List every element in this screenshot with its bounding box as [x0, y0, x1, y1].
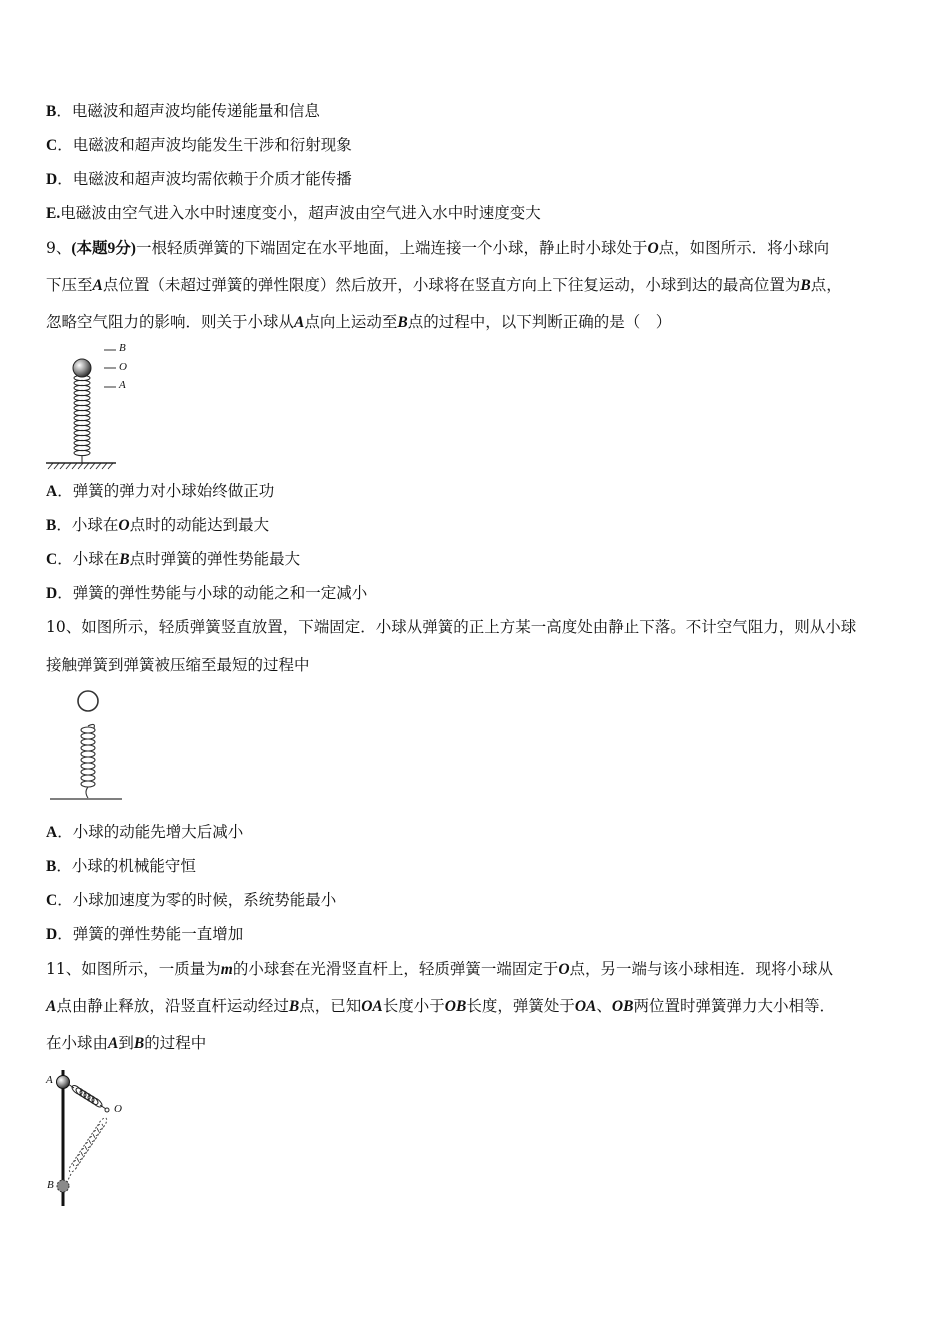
label-a: A	[119, 379, 126, 391]
option-letter: E	[46, 205, 57, 222]
q10-option-d: D．弹簧的弹性势能一直增加	[46, 925, 244, 943]
q8-option-d: D．电磁波和超声波均需依赖于介质才能传播	[46, 170, 352, 188]
q11-rod-figure	[44, 1066, 134, 1210]
option-text: 弹簧的弹性势能一直增加	[72, 925, 244, 943]
score-note: (本题9分)	[71, 240, 136, 257]
q11-stem-line-3: 在小球由A到B的过程中	[46, 1034, 207, 1052]
option-text: 电磁波和超声波均能发生干涉和衍射现象	[72, 136, 352, 154]
fixed-point-o	[105, 1108, 109, 1112]
label-b: B	[47, 1179, 54, 1191]
q10-spring-figure	[48, 686, 128, 804]
q9-stem-line-1: 9、(本题9分)一根轻质弹簧的下端固定在水平地面，上端连接一个小球，静止时小球处于O点，如图所示．将小球向	[46, 239, 830, 257]
q9-option-b: B．小球在O点时的动能达到最大	[46, 516, 270, 534]
spring-coils	[74, 375, 90, 463]
question-number: 10、	[46, 618, 82, 636]
option-text: 弹簧的弹力对小球始终做正功	[72, 482, 275, 500]
q8-option-b: B．电磁波和超声波均能传递能量和信息	[46, 102, 320, 120]
option-letter: B	[46, 103, 57, 120]
option-text: 电磁波和超声波均能传递能量和信息	[71, 102, 320, 120]
question-number: 11、	[46, 960, 82, 978]
q10-option-c: C．小球加速度为零的时候，系统势能最小	[46, 891, 337, 909]
ball-at-b	[57, 1180, 69, 1192]
option-text: 小球加速度为零的时候，系统势能最小	[72, 891, 337, 909]
option-text: 小球的动能先增大后减小	[72, 823, 244, 841]
ball	[78, 691, 98, 711]
ground-hatch	[48, 463, 113, 469]
option-letter: D	[46, 585, 58, 602]
option-text: 弹簧的弹性势能与小球的动能之和一定减小	[72, 584, 368, 602]
q9-option-c: C．小球在B点时弹簧的弹性势能最大	[46, 550, 301, 568]
question-number: 9、	[46, 239, 72, 257]
spring-coils	[81, 727, 95, 798]
label-b: B	[119, 342, 126, 354]
option-letter: D	[46, 926, 58, 943]
label-a: A	[46, 1074, 53, 1086]
label-o: O	[119, 361, 127, 373]
q9-stem-line-3: 忽略空气阻力的影响．则关于小球从A点向上运动至B点的过程中，以下判断正确的是（ ）	[46, 313, 672, 331]
ball	[73, 359, 91, 377]
q10-option-b: B．小球的机械能守恒	[46, 857, 196, 875]
q11-stem-line-2: A点由静止释放，沿竖直杆运动经过B点，已知OA长度小于OB长度，弹簧处于OA、OB两位置时弹簧弹力大小相等．	[46, 997, 835, 1015]
option-text: 电磁波和超声波均需依赖于介质才能传播	[72, 170, 352, 188]
q8-option-c: C．电磁波和超声波均能发生干涉和衍射现象	[46, 136, 352, 154]
ball-at-a	[57, 1076, 70, 1089]
label-o: O	[114, 1103, 122, 1115]
option-letter: C	[46, 892, 58, 909]
q9-stem-line-2: 下压至A点位置（未超过弹簧的弹性限度）然后放开，小球将在竖直方向上下往复运动，小球到达的最高位置为B点，	[46, 276, 842, 294]
option-letter: B	[46, 517, 57, 534]
q10-stem-line-2: 接触弹簧到弹簧被压缩至最短的过程中	[46, 656, 310, 674]
q8-option-e: E.电磁波由空气进入水中时速度变小，超声波由空气进入水中时速度变大	[46, 204, 541, 222]
q10-stem-line-1: 10、如图所示，轻质弹簧竖直放置，下端固定．小球从弹簧的正上方某一高度处由静止下落。不计空气阻力，则从小球	[46, 618, 857, 636]
spring-at-a	[68, 1084, 106, 1109]
option-letter: C	[46, 551, 58, 568]
option-text: 小球的机械能守恒	[71, 857, 196, 875]
option-letter: A	[46, 483, 58, 500]
q9-spring-figure	[44, 342, 144, 470]
option-letter: A	[46, 824, 58, 841]
spring-at-b	[67, 1117, 108, 1182]
q11-stem-line-1: 11、如图所示，一质量为m的小球套在光滑竖直杆上，轻质弹簧一端固定于O点，另一端与该小球相连．现将小球从	[46, 960, 834, 978]
option-letter: B	[46, 858, 57, 875]
option-text: 电磁波由空气进入水中时速度变小，超声波由空气进入水中时速度变大	[60, 204, 541, 222]
q9-option-d: D．弹簧的弹性势能与小球的动能之和一定减小	[46, 584, 368, 602]
option-letter: D	[46, 171, 58, 188]
q10-option-a: A．小球的动能先增大后减小	[46, 823, 244, 841]
q9-option-a: A．弹簧的弹力对小球始终做正功	[46, 482, 275, 500]
option-letter: C	[46, 137, 58, 154]
